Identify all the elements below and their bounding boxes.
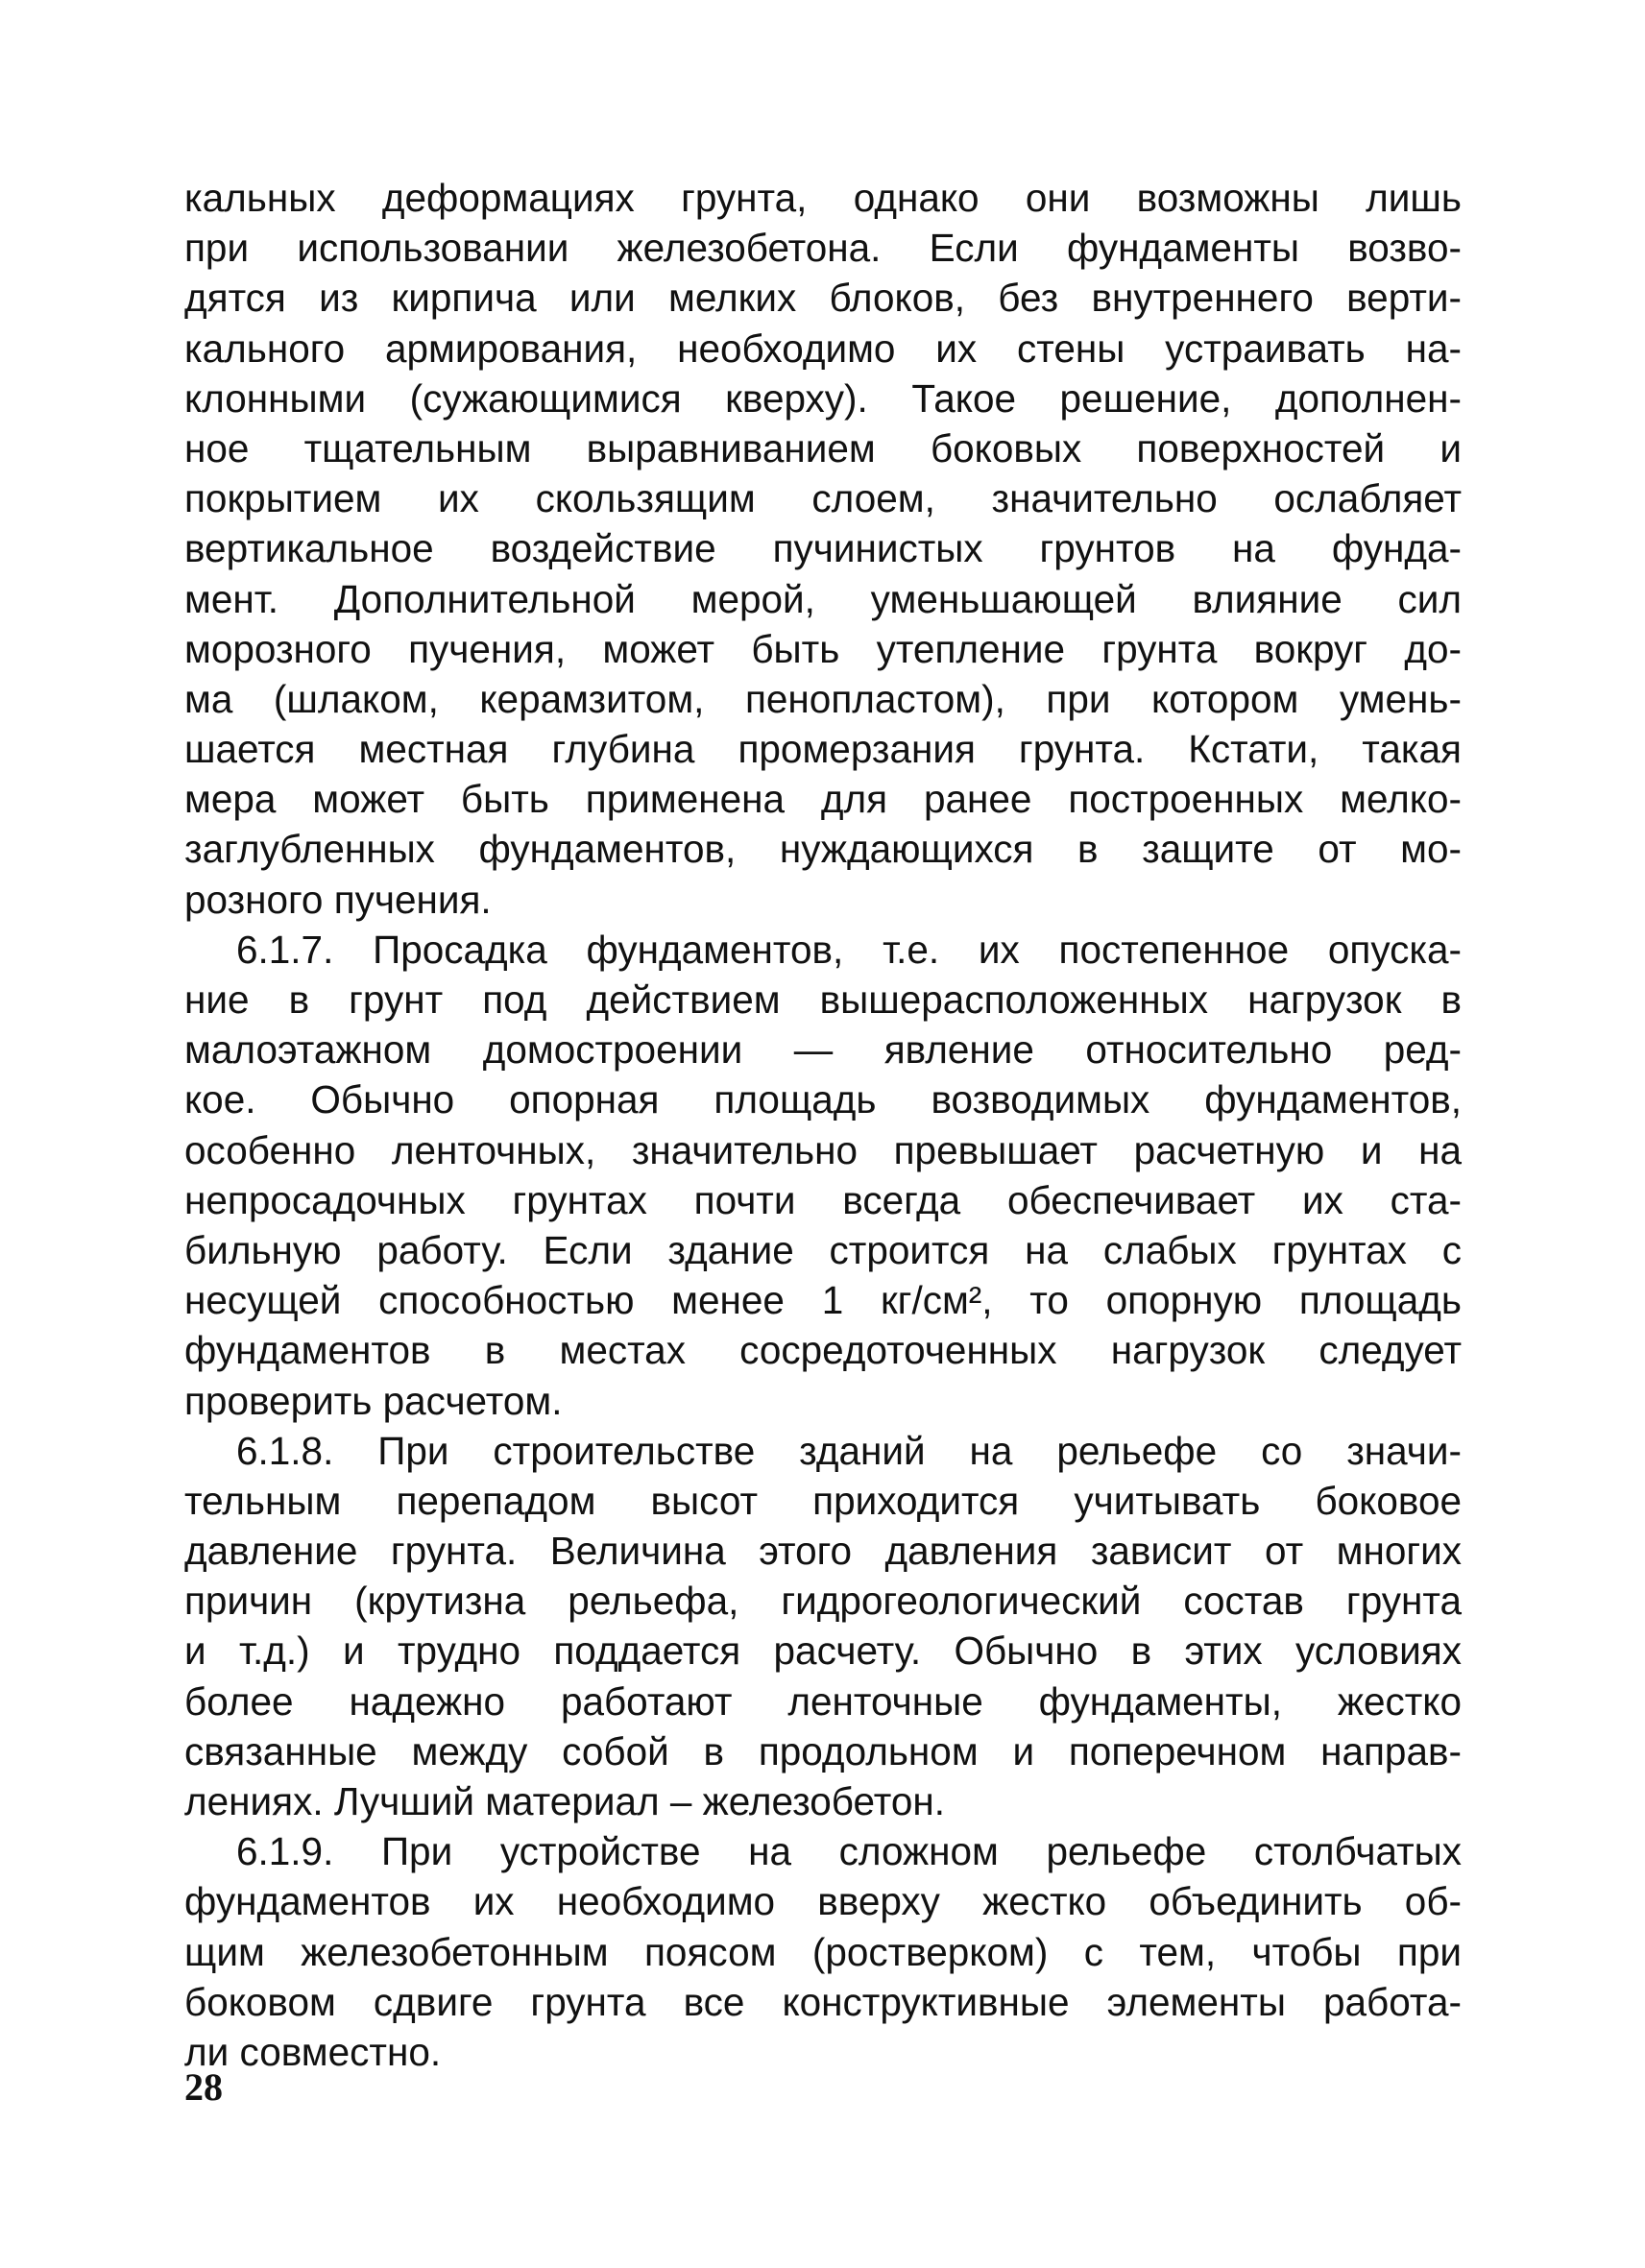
text-line: фундаментов в местах сосредоточенных нагрузок следует <box>184 1328 1462 1373</box>
text-line: мера может быть применена для ранее построенных мелко- <box>184 777 1462 822</box>
text-line: и т.д.) и трудно поддается расчету. Обычно в этих условиях <box>184 1629 1462 1674</box>
text-line: ние в грунт под действием вышерасположенных нагрузок в <box>184 977 1462 1022</box>
text-line: малоэтажном домостроении — явление относительно ред- <box>184 1027 1462 1073</box>
paragraph-continuation <box>184 173 1462 925</box>
text-line: клонными (сужающимися кверху). Такое решение, дополнен- <box>184 375 1462 421</box>
text-line: боковом сдвиге грунта все конструктивные элементы работа- <box>184 1979 1462 2024</box>
text-line: причин (крутизна рельефа, гидрогеологический состав грунта <box>184 1579 1462 1624</box>
text-line: розного пучения. <box>184 877 492 922</box>
text-line: 6.1.8. При строительстве зданий на рельефе со значи- <box>236 1428 1462 1473</box>
text-line: кальных деформациях грунта, однако они возможны лишь <box>184 176 1462 220</box>
text-line: особенно ленточных, значительно превышает расчетную и на <box>184 1127 1462 1172</box>
text-line: лениях. Лучший материал – железобетон. <box>184 1779 945 1823</box>
text-line: кального армирования, необходимо их стены устраивать на- <box>184 326 1462 371</box>
text-line: более надежно работают ленточные фундаменты, жестко <box>184 1678 1462 1724</box>
paragraph-6-1-8 <box>184 1426 1462 1827</box>
text-line: проверить расчетом. <box>184 1378 563 1423</box>
text-line: фундаментов их необходимо вверху жестко объединить об- <box>184 1879 1462 1924</box>
text-line: заглубленных фундаментов, нуждающихся в защите от мо- <box>184 827 1462 872</box>
text-line: кое. Обычно опорная площадь возводимых фундаментов, <box>184 1077 1462 1122</box>
text-line: ное тщательным выравниванием боковых поверхностей и <box>184 425 1462 470</box>
paragraph-6-1-7 <box>184 925 1462 1426</box>
text-line: ма (шлаком, керамзитом, пенопластом), при котором умень- <box>184 676 1462 721</box>
text-line: тельным перепадом высот приходится учитывать боковое <box>184 1478 1462 1523</box>
text-line: щим железобетонным поясом (ростверком) с тем, чтобы при <box>184 1929 1462 1974</box>
text-line: дятся из кирпича или мелких блоков, без внутреннего верти- <box>184 276 1462 321</box>
text-line: шается местная глубина промерзания грунта. Кстати, такая <box>184 727 1462 772</box>
text-line: морозного пучения, может быть утепление грунта вокруг до- <box>184 626 1462 671</box>
paragraph-6-1-9 <box>184 1826 1462 2077</box>
text-line: связанные между собой в продольном и поперечном направ- <box>184 1728 1462 1773</box>
text-line: несущей способностью менее 1 кг/см², то опорную площадь <box>184 1278 1462 1323</box>
text-line: при использовании железобетона. Если фундаменты возво- <box>184 226 1462 271</box>
text-line: бильную работу. Если здание строится на слабых грунтах с <box>184 1227 1462 1272</box>
body-text <box>184 173 1462 2077</box>
text-line: ли совместно. <box>184 2029 442 2074</box>
text-line: 6.1.7. Просадка фундаментов, т.е. их постепенное опуска- <box>236 927 1462 972</box>
text-line: вертикальное воздействие пучинистых грунтов на фунда- <box>184 526 1462 571</box>
text-line: 6.1.9. При устройстве на сложном рельефе столбчатых <box>236 1829 1462 1874</box>
page-number: 28 <box>184 2065 223 2109</box>
text-line: мент. Дополнительной мерой, уменьшающей влияние сил <box>184 576 1462 621</box>
text-line: покрытием их скользящим слоем, значительно ослабляет <box>184 476 1462 521</box>
text-line: давление грунта. Величина этого давления зависит от многих <box>184 1529 1462 1574</box>
text-line: непросадочных грунтах почти всегда обеспечивает их ста- <box>184 1177 1462 1222</box>
